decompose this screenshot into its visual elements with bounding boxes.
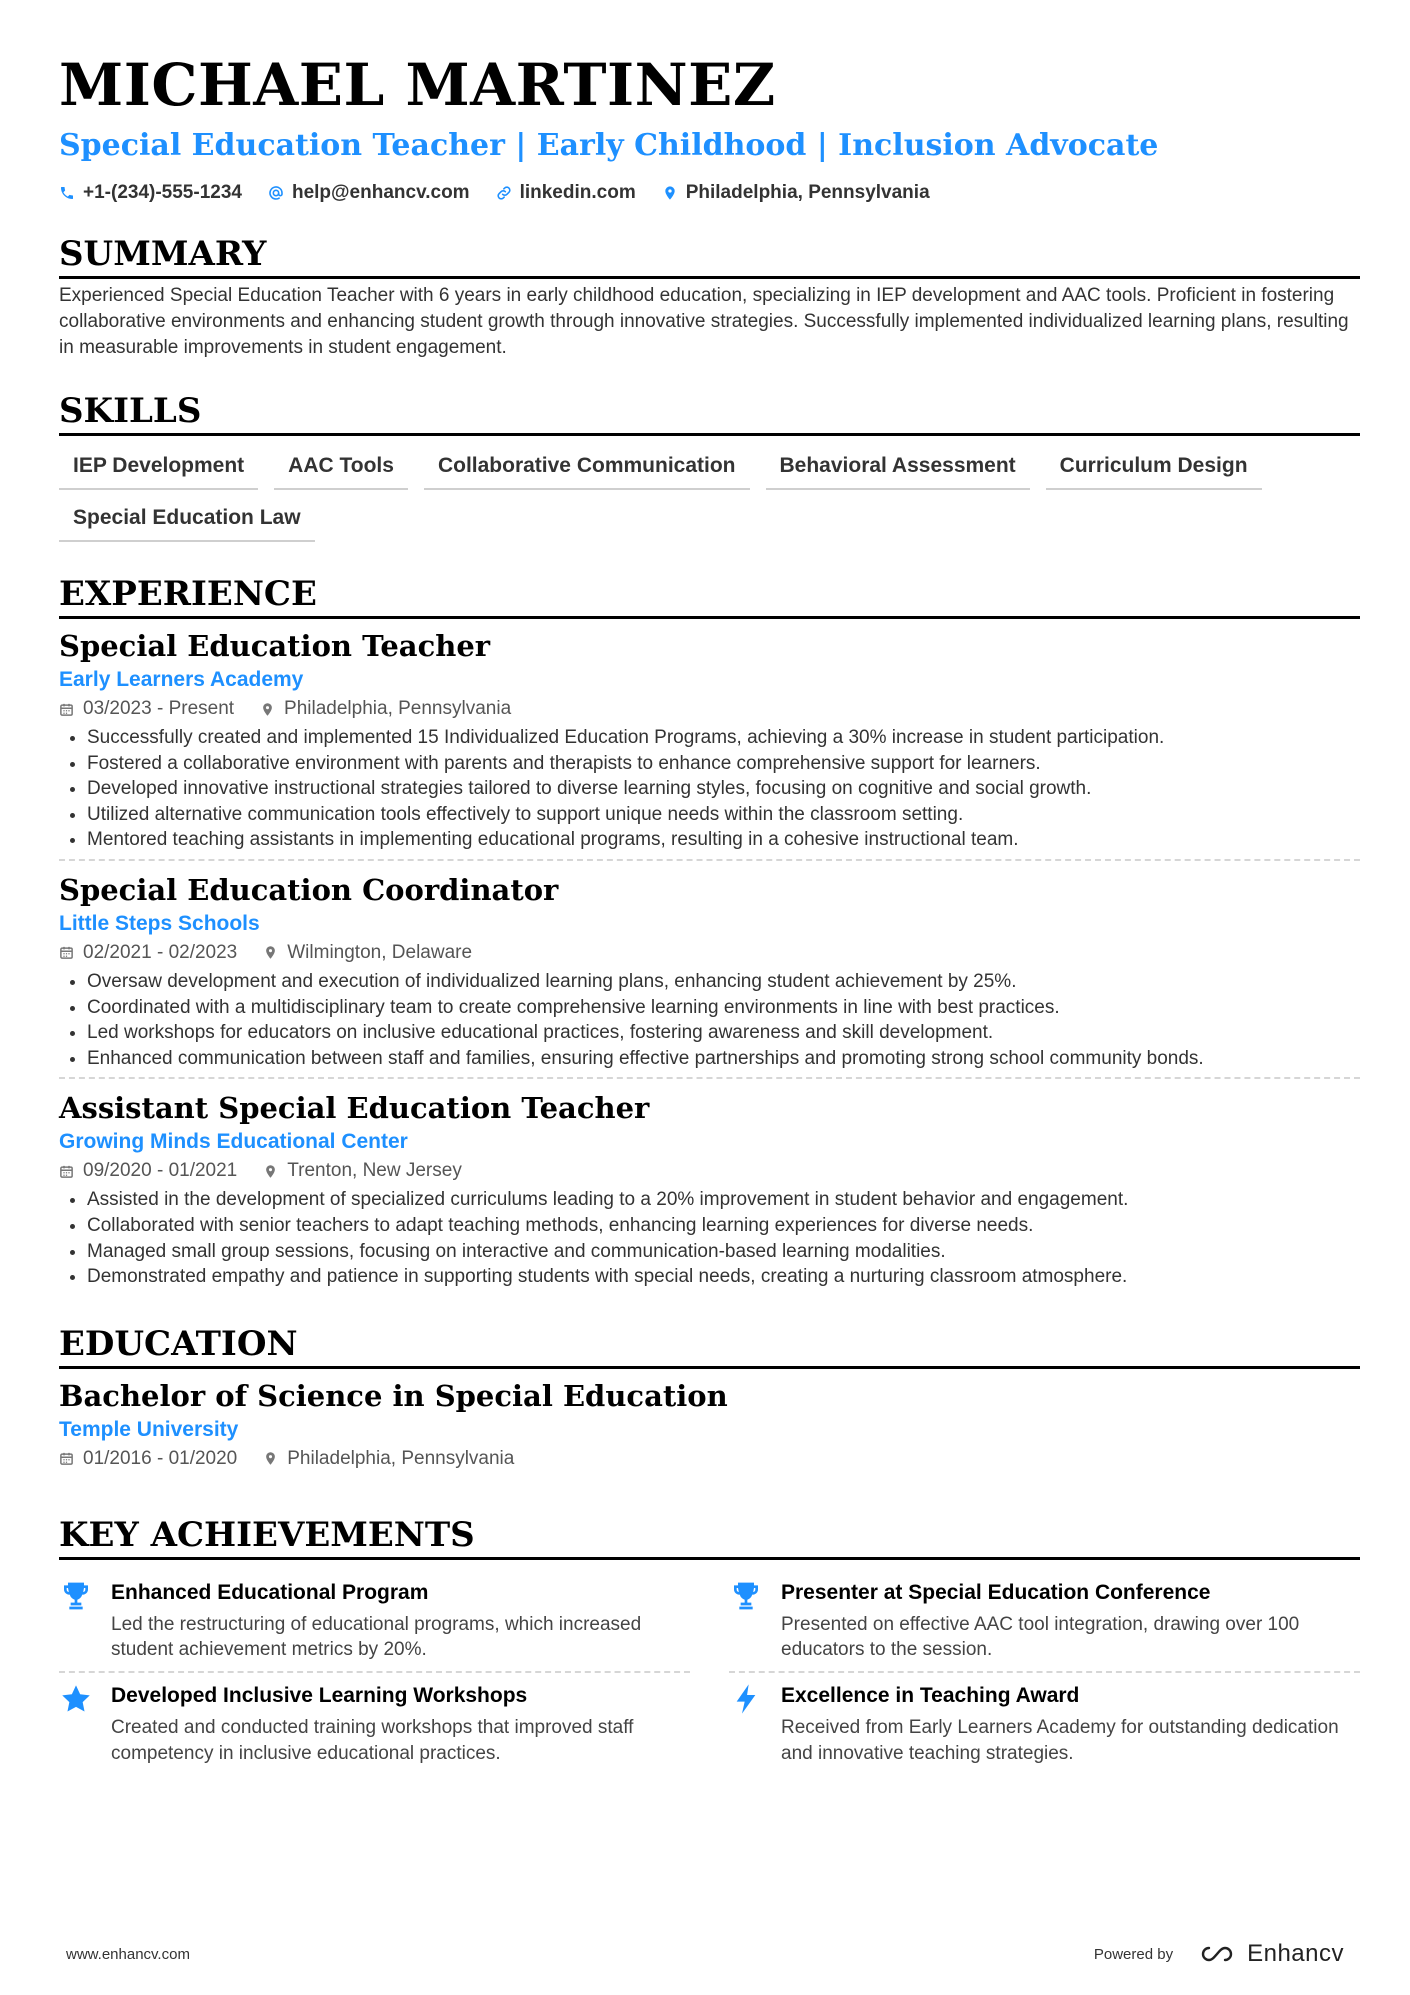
achievement-description: Created and conducted training workshops that improved staff competency in inclusive educational practices. [111,1716,634,1764]
bolt-icon [730,1683,762,1715]
candidate-headline: Special Education Teacher | Early Childhood | Inclusion Advocate [59,128,1159,163]
education-location [263,1445,514,1473]
enhancv-logo-icon [1195,1942,1239,1966]
skill-tag: Behavioral Assessment [766,448,1030,490]
job-title: Special Education Teacher [59,629,491,663]
achievement-description: Received from Early Learners Academy for outstanding dedication and innovative teaching strategies. [781,1716,1339,1764]
bullet-item: • Enhanced communication between staff and families, ensuring effective partnerships and promoting strong school community bonds. [87,1046,1360,1072]
bullet-item: • Mentored teaching assistants in implementing educational programs, resulting in a cohesive instructional team. [87,827,1360,853]
location-pin-icon [263,1164,278,1179]
achievements-grid [59,1570,1360,1774]
achievement-title: Presenter at Special Education Conference [781,1580,1211,1604]
education-meta [59,1445,1360,1473]
candidate-name: MICHAEL MARTINEZ [59,51,776,119]
company-name: Little Steps Schools [59,911,260,935]
contact-email[interactable] [268,180,470,206]
education-entry [59,1377,1360,1473]
degree-title: Bachelor of Science in Special Education [59,1378,728,1413]
powered-by-label: Powered by [1093,1945,1174,1963]
company-name: Early Learners Academy [59,668,304,691]
education-section [59,1322,1360,1473]
calendar-icon [59,945,74,960]
trophy-icon [60,1580,92,1612]
dates-text: 09/2020 - 01/2021 [83,1160,238,1182]
bullet-item: • Managed small group sessions, focusing on interactive and communication-based learning modalities. [87,1239,1360,1265]
resume-page [59,46,1360,1774]
skill-tag: Special Education Law [59,500,315,542]
achievement-item [729,1673,1360,1774]
achievement-description: Led the restructuring of educational programs, which increased student achievement metrics by 20%. [111,1613,642,1661]
education-heading: EDUCATION [59,1322,1360,1369]
bullet-item: • Developed innovative instructional strategies tailored to diverse learning styles, focusing on cognitive and social growth. [87,776,1360,802]
job-meta [59,939,1360,967]
skills-list [59,448,1360,542]
dates-text: 03/2023 - Present [83,698,235,719]
bullet-item: • Demonstrated empathy and patience in supporting students with special needs, creating a nurturing classroom atmosphere. [87,1264,1360,1290]
skill-tag: Curriculum Design [1046,448,1262,490]
star-icon [60,1683,92,1715]
bullet-item: • Coordinated with a multidisciplinary team to create comprehensive learning environments in line with best practices. [87,995,1360,1021]
job-location [260,695,511,723]
bullet-item: • Assisted in the development of specialized curriculums leading to a 20% improvement in student behavior and engagement. [87,1187,1360,1213]
achievement-title: Developed Inclusive Learning Workshops [111,1683,528,1707]
education-dates [59,1445,237,1473]
job-title: Assistant Special Education Teacher [59,1091,650,1126]
job-entry [59,627,1360,859]
location-pin-icon [662,185,678,201]
location-pin-icon [263,945,278,960]
school-name: Temple University [59,1417,239,1441]
achievement-description: Presented on effective AAC tool integration, drawing over 100 educators to the session. [781,1613,1300,1661]
summary-section [59,232,1360,361]
summary-heading: SUMMARY [59,232,1360,279]
calendar-icon [59,1164,74,1179]
job-entry [59,1077,1360,1295]
contact-phone[interactable] [59,180,242,206]
experience-heading: EXPERIENCE [59,572,1360,619]
job-dates [59,1157,237,1185]
location-text: Philadelphia, Pennsylvania [287,1447,515,1469]
bullet-item: • Oversaw development and execution of individualized learning plans, enhancing student achievement by 25%. [87,969,1360,995]
summary-text: Experienced Special Education Teacher with 6 years in early childhood education, specializing in IEP development and AAC tools. Proficient in fostering collaborative environments and enhancing student growth through innovative strategies. Successfully implemented individualized learning plans, resulting in measurable improvements in student engagement. [59,285,1349,358]
at-icon [268,185,284,201]
contact-location [662,180,930,206]
job-meta [59,1157,1360,1185]
trophy-icon [730,1580,762,1612]
skills-section [59,389,1360,542]
achievement-item [729,1570,1360,1673]
job-entry [59,859,1360,1077]
job-dates [59,695,234,723]
email-text: help@enhancv.com [291,182,470,203]
achievement-item [59,1570,690,1673]
footer-website[interactable]: www.enhancv.com [66,1945,190,1963]
bullet-item: • Successfully created and implemented 15 Individualized Education Programs, achieving a 30% increase in student participation. [87,725,1360,751]
bullet-item: • Utilized alternative communication tools effectively to support unique needs within the classroom setting. [87,802,1360,828]
job-bullets [59,969,1360,1071]
contact-bar [59,180,1360,206]
resume-header [59,46,1360,206]
achievements-section [59,1513,1360,1774]
location-text: Wilmington, Delaware [287,941,473,963]
phone-icon [59,185,75,201]
powered-by [1094,1940,1344,1968]
company-name: Growing Minds Educational Center [59,1130,408,1154]
link-icon [496,185,512,201]
skill-tag: IEP Development [59,448,258,490]
brand-logo[interactable] [1195,1940,1344,1968]
job-dates [59,939,237,967]
skills-heading: SKILLS [59,389,1360,436]
dates-text: 02/2021 - 02/2023 [83,941,238,963]
phone-text: +1-(234)-555-1234 [83,182,242,203]
linkedin-text: linkedin.com [519,182,636,203]
achievement-item [59,1673,690,1774]
calendar-icon [59,1451,74,1466]
contact-linkedin[interactable] [496,180,636,206]
calendar-icon [59,702,74,717]
job-location [263,1157,462,1185]
job-bullets [59,725,1360,853]
job-meta [59,695,1360,723]
job-title: Special Education Coordinator [59,872,559,907]
location-text: Trenton, New Jersey [287,1160,462,1182]
dates-text: 01/2016 - 01/2020 [83,1447,238,1469]
achievement-title: Enhanced Educational Program [111,1580,429,1604]
bullet-item: • Led workshops for educators on inclusive educational practices, fostering awareness and skill development. [87,1020,1360,1046]
job-location [263,939,472,967]
location-pin-icon [260,702,275,717]
location-text: Philadelphia, Pennsylvania [685,182,930,203]
achievements-heading: KEY ACHIEVEMENTS [59,1513,1360,1560]
page-footer [66,1940,1344,1968]
location-pin-icon [263,1451,278,1466]
experience-section [59,572,1360,1296]
achievement-title: Excellence in Teaching Award [781,1683,1080,1707]
bullet-item: • Fostered a collaborative environment with parents and therapists to enhance comprehensive support for learners. [87,751,1360,777]
bullet-item: • Collaborated with senior teachers to adapt teaching methods, enhancing learning experiences for diverse needs. [87,1213,1360,1239]
brand-name: Enhancv [1247,1940,1344,1967]
job-bullets [59,1187,1360,1289]
location-text: Philadelphia, Pennsylvania [284,698,512,719]
skill-tag: Collaborative Communication [424,448,750,490]
skill-tag: AAC Tools [274,448,408,490]
